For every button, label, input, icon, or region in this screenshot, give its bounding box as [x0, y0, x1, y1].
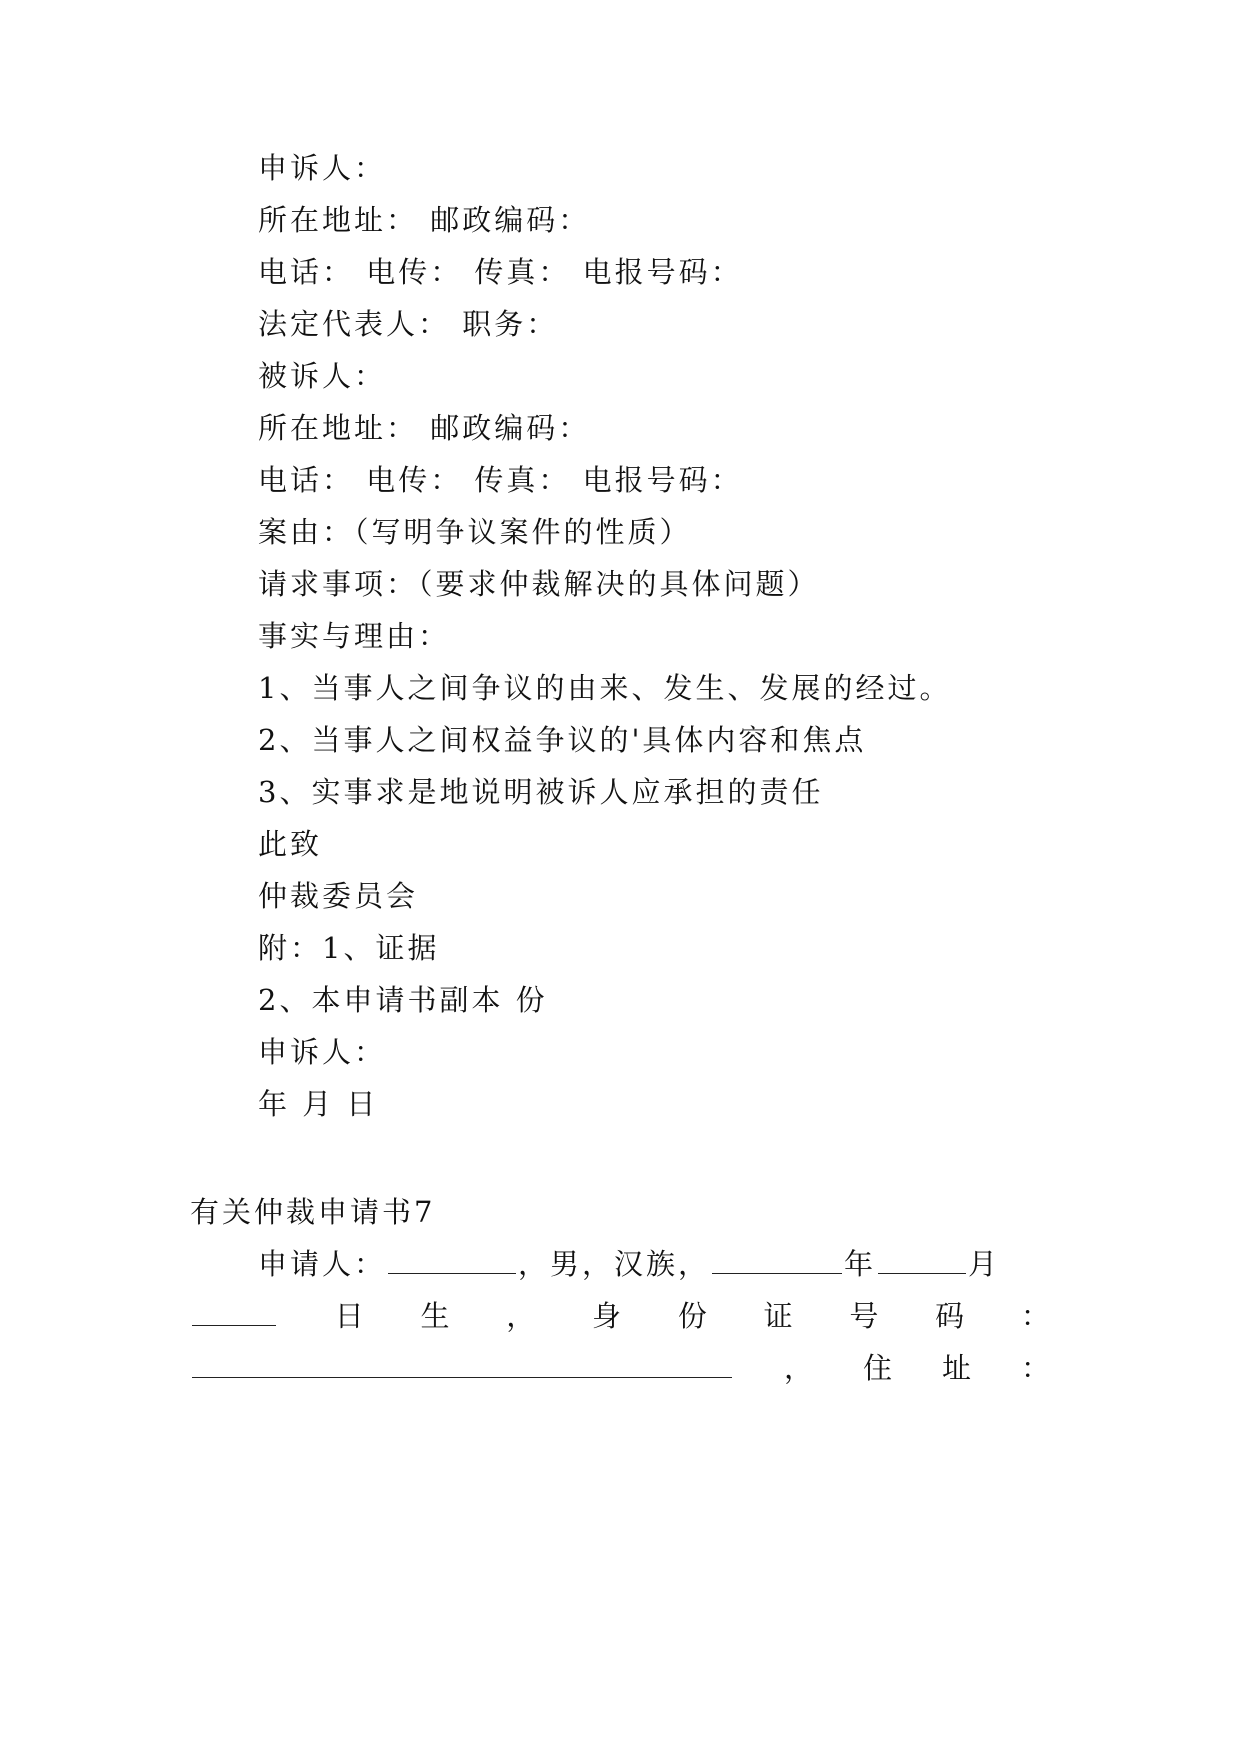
justified-char: ，	[783, 1351, 813, 1385]
justified-char: 址	[941, 1351, 971, 1385]
justified-char: ：	[1020, 1351, 1050, 1385]
body-line: 所在地址： 邮政编码：	[258, 411, 591, 445]
body-line: 被诉人：	[258, 359, 387, 393]
body-line: 申诉人：	[258, 1035, 387, 1069]
justified-char: 证	[763, 1299, 793, 1333]
applicant-line-2	[190, 1296, 1050, 1336]
section-heading: 有关仲裁申请书7	[190, 1195, 436, 1229]
justified-char: ，	[506, 1299, 536, 1333]
body-line: 电话： 电传： 传真： 电报号码：	[258, 463, 743, 497]
gender-ethnicity: ，男，汉族，	[518, 1247, 711, 1281]
body-line: 年 月 日	[258, 1087, 379, 1121]
body-line: 此致	[258, 827, 323, 861]
body-line: 仲裁委员会	[258, 879, 419, 913]
body-line: 附：1、证据	[258, 931, 440, 965]
applicant-line-3	[190, 1348, 1050, 1388]
body-line: 所在地址： 邮政编码：	[258, 203, 591, 237]
justified-char: 身	[592, 1299, 622, 1333]
year-label: 年	[844, 1247, 877, 1281]
justified-char: ：	[1020, 1299, 1050, 1333]
justified-char: 号	[849, 1299, 879, 1333]
month-blank	[878, 1247, 966, 1274]
day-blank	[192, 1299, 276, 1326]
justified-char: 住	[862, 1351, 892, 1385]
body-line: 案由：（写明争议案件的性质）	[258, 515, 692, 549]
body-line: 3、实事求是地说明被诉人应承担的责任	[258, 775, 824, 809]
body-line: 请求事项：（要求仲裁解决的具体问题）	[258, 567, 820, 601]
body-line: 2、当事人之间权益争议的'具体内容和焦点	[258, 723, 867, 757]
justified-char: 份	[677, 1299, 707, 1333]
body-line: 电话： 电传： 传真： 电报号码：	[258, 255, 743, 289]
id-number-blank	[192, 1351, 732, 1378]
justified-char: 日	[334, 1299, 364, 1333]
body-line: 申诉人：	[258, 151, 387, 185]
name-blank	[388, 1247, 516, 1274]
body-line: 事实与理由：	[258, 619, 451, 653]
justified-char: 生	[420, 1299, 450, 1333]
applicant-label: 申请人：	[258, 1247, 387, 1281]
body-line: 1、当事人之间争议的由来、发生、发展的经过。	[258, 671, 952, 705]
body-line: 2、本申请书副本 份	[258, 983, 548, 1017]
year-blank	[712, 1247, 842, 1274]
justified-char: 码	[935, 1299, 965, 1333]
applicant-line-1	[258, 1244, 1000, 1284]
body-line: 法定代表人： 职务：	[258, 307, 559, 341]
month-label: 月	[968, 1247, 1001, 1281]
